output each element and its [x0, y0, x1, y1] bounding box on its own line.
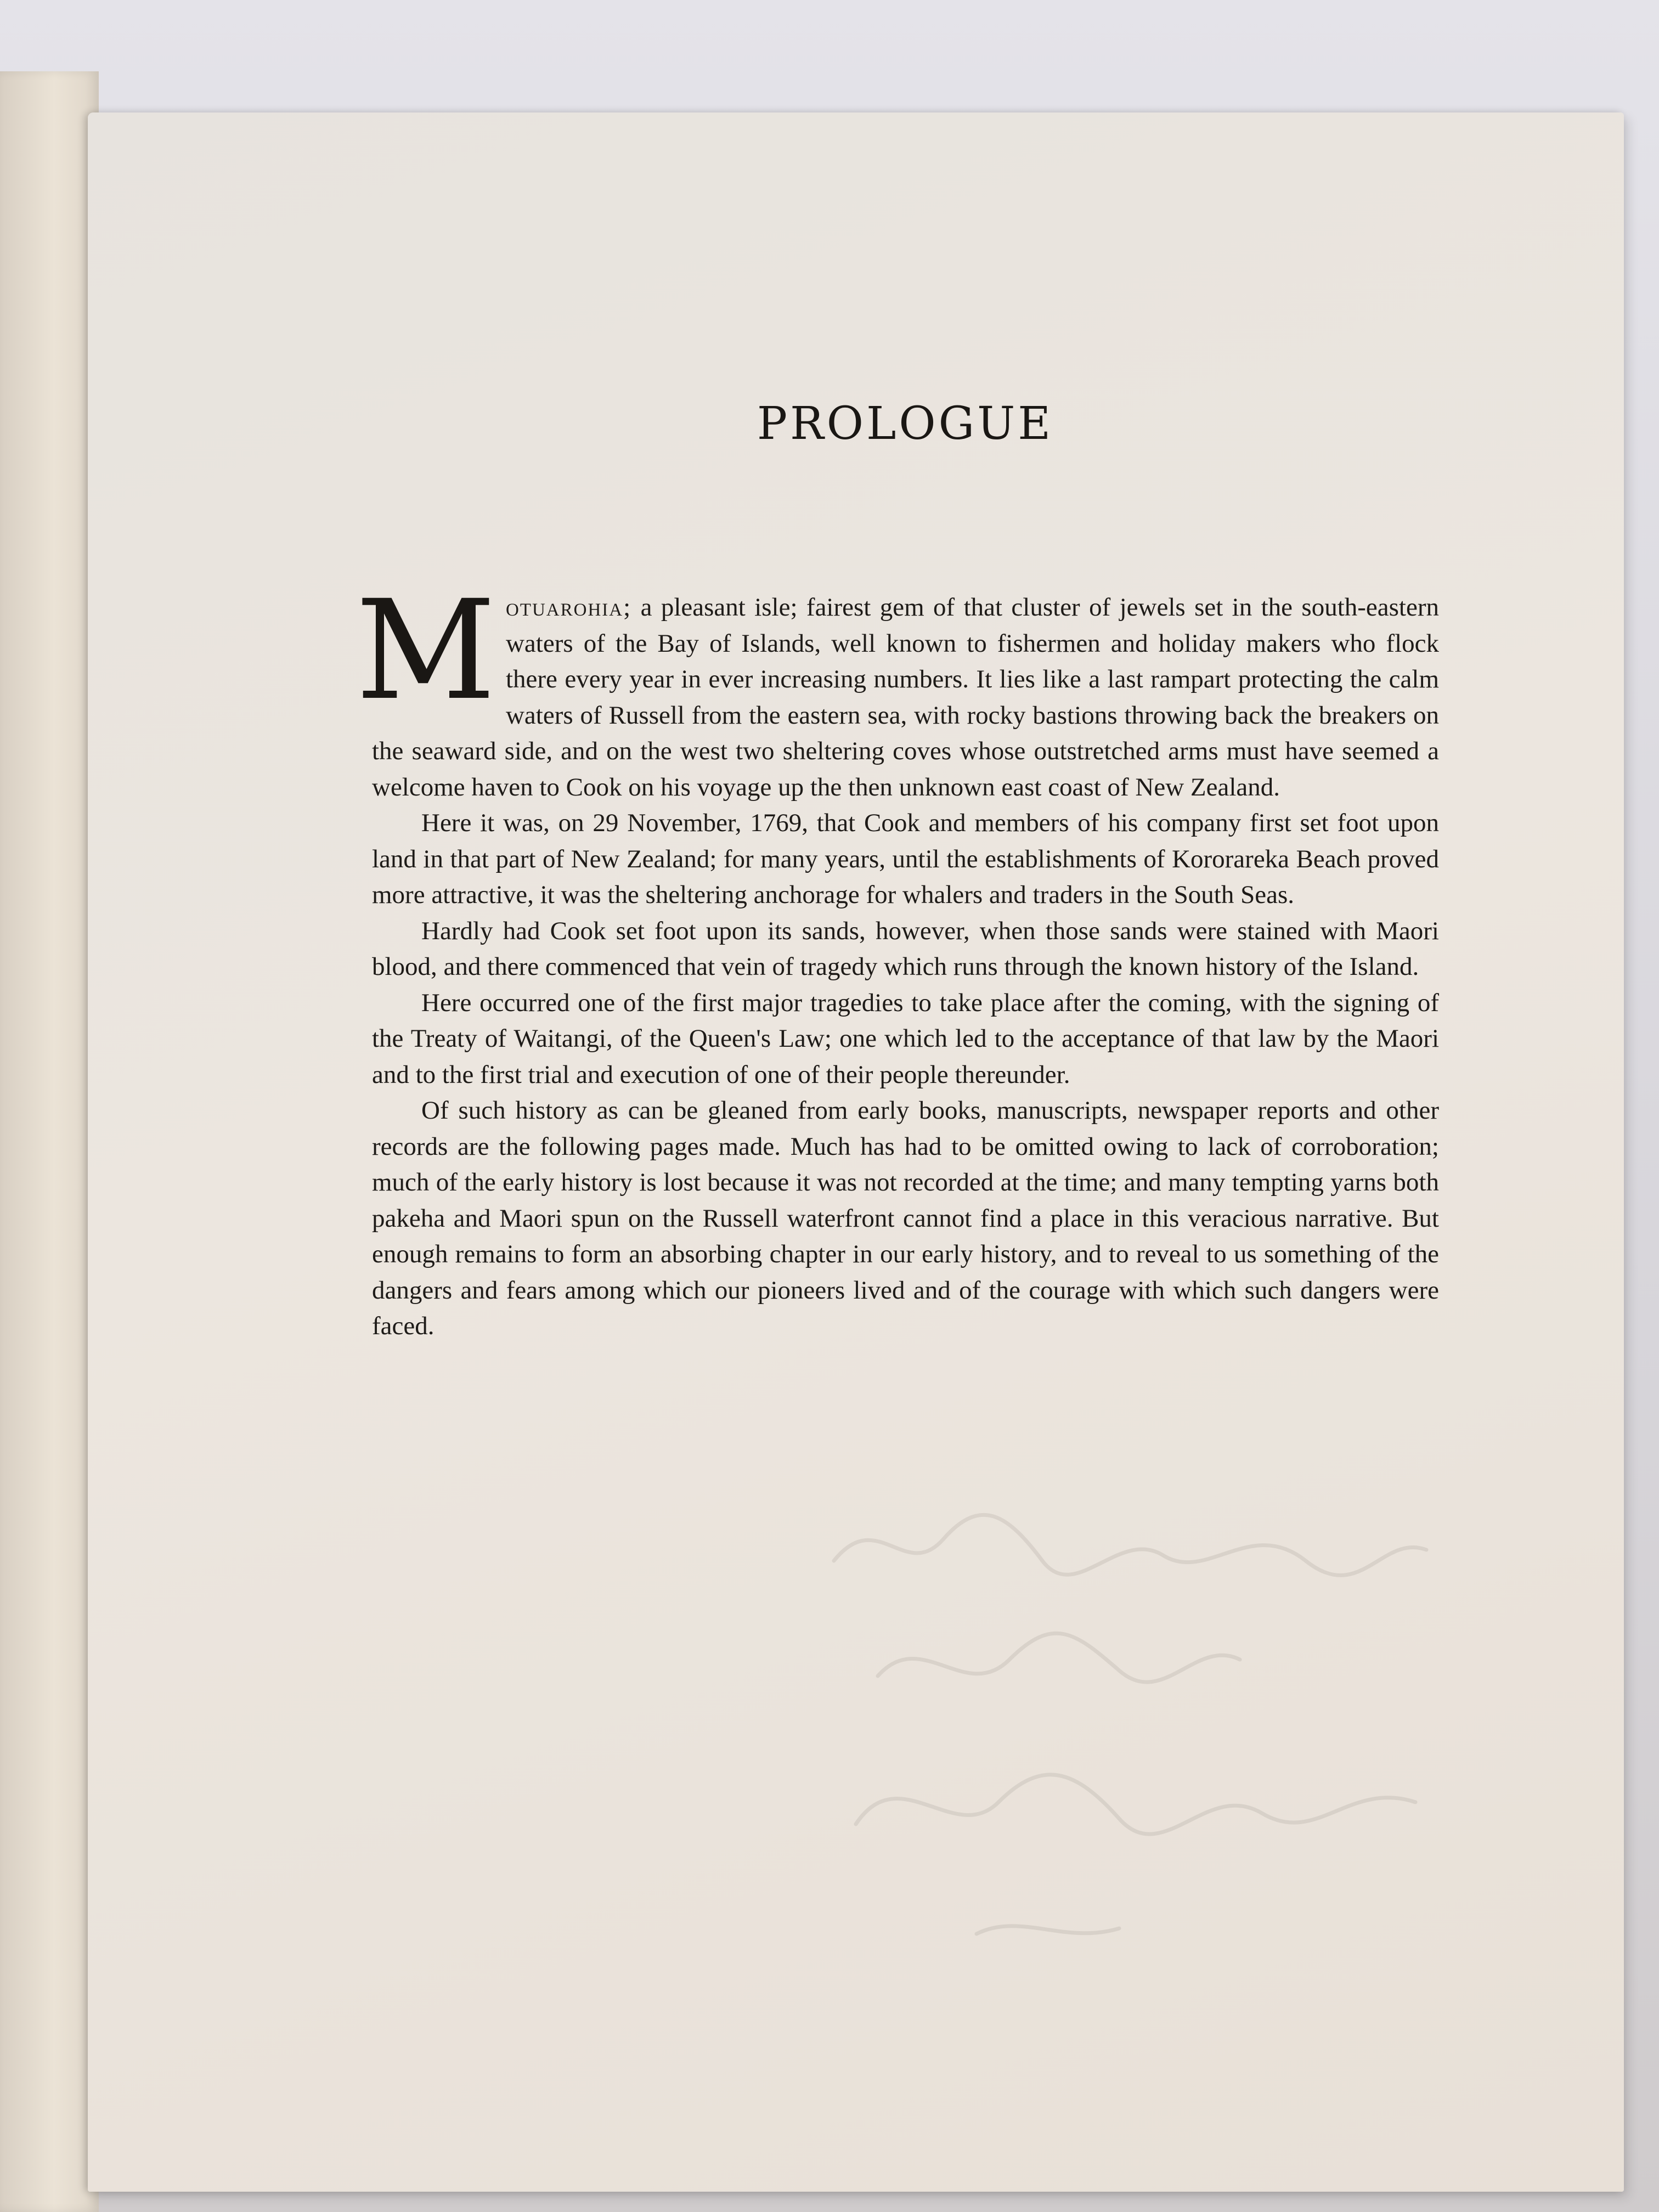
paragraph: [356, 571, 1439, 805]
opening-word: otuarohia;: [505, 593, 632, 622]
drop-cap-letter: M: [356, 571, 496, 730]
bleed-through-signatures: [812, 1495, 1443, 1989]
paragraph: Of such history as can be gleaned from early books, manuscripts, newspaper reports and other records are the following pages made. Much has had to be omitted owing to lack of corroboration; much of the early history is lost because it was not recorded at the time; and many tempting yarns both pakeha and Maori spun on the Russell waterfront cannot find a place in this veracious narrative. But enough remains to form an absorbing chapter in our early history, and to reveal to us something of the dangers and fears among which our pioneers lived and of the courage with which such dangers were faced.: [372, 1096, 1439, 1340]
page-title: PROLOGUE: [757, 398, 1054, 450]
left-page-edge: [0, 71, 99, 2212]
paragraph: Here it was, on 29 November, 1769, that Cook and members of his company first set foot upon land in that part of New Zealand; for many years, until the establishments of Kororareka Beach proved more attractive, it was the sheltering anchorage for whalers and traders in the South Seas.: [372, 809, 1439, 909]
paragraph-text: a pleasant isle; fairest gem of that cluster of jewels set in the south-eastern waters of the Bay of Islands, well known to fishermen and holiday makers who flock there every year in ever increasing numbers. It lies like a last rampart protecting the calm waters of Russell from the eastern sea, with rocky bastions throwing back the breakers on the seaward side, and on the west two sheltering coves whose outstretched arms must have seemed a welcome haven to Cook on his voyage up the then unknown east coast of New Zealand.: [372, 593, 1439, 802]
paragraph: Hardly had Cook set foot upon its sands, however, when those sands were stained with Maori blood, and there commenced that vein of tragedy which runs through the known history of the Island.: [372, 916, 1439, 981]
book-page: [88, 112, 1624, 2192]
prologue-text: [356, 571, 1439, 1345]
paragraph: Here occurred one of the first major tragedies to take place after the coming, with the signing of the Treaty of Waitangi, of the Queen's Law; one which led to the acceptance of that law by the Maori and to the first trial and execution of one of their people thereunder.: [372, 988, 1439, 1089]
